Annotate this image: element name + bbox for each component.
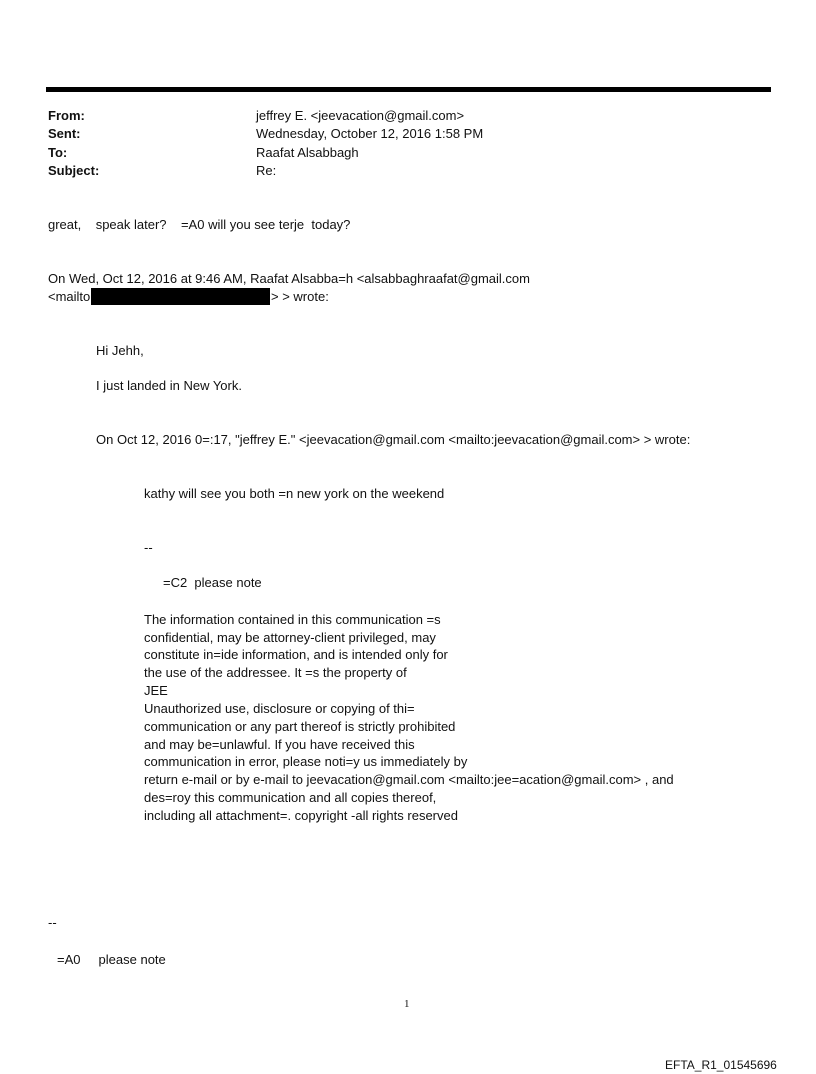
- disclaimer-line: return e-mail or by e-mail to jeevacation@gmail.com <mailto:jee=acation@gmail.com> , and: [144, 772, 674, 787]
- disclaimer-line: Unauthorized use, disclosure or copying of thi=: [144, 701, 415, 716]
- sent-label: Sent:: [48, 126, 81, 141]
- disclaimer-line: constitute in=ide information, and is intended only for: [144, 647, 448, 662]
- outer-signature-dash: --: [48, 915, 57, 930]
- disclaimer-line: the use of the addressee. It =s the property of: [144, 665, 407, 680]
- signature-dash: --: [144, 540, 153, 555]
- page-number: 1: [404, 998, 410, 1010]
- landed-text: I just landed in New York.: [96, 378, 242, 393]
- redaction-box: [91, 288, 270, 305]
- header-rule: [46, 87, 771, 92]
- quote1-attribution: On Wed, Oct 12, 2016 at 9:46 AM, Raafat Alsabba=h <alsabbaghraafat@gmail.com: [48, 271, 530, 286]
- disclaimer-line: confidential, may be attorney-client privileged, may: [144, 630, 436, 645]
- quote2-attribution: On Oct 12, 2016 0=:17, "jeffrey E." <jeevacation@gmail.com <mailto:jeevacation@gmail.com> > wrote:: [96, 432, 691, 447]
- quote1-mailto-suffix: > > wrote:: [271, 289, 329, 304]
- disclaimer-line: JEE: [144, 683, 168, 698]
- subject-value: Re:: [256, 163, 277, 178]
- to-label: To:: [48, 145, 68, 160]
- sent-value: Wednesday, October 12, 2016 1:58 PM: [256, 126, 484, 141]
- reply-text: great, speak later? =A0 will you see terje today?: [48, 217, 351, 232]
- from-value: jeffrey E. <jeevacation@gmail.com>: [256, 108, 465, 123]
- disclaimer-line: communication in error, please noti=y us immediately by: [144, 754, 468, 769]
- from-label: From:: [48, 108, 85, 123]
- subject-label: Subject:: [48, 163, 100, 178]
- greeting: Hi Jehh,: [96, 343, 144, 358]
- signature-note: =C2 please note: [163, 575, 262, 590]
- disclaimer-line: including all attachment=. copyright -all rights reserved: [144, 808, 458, 823]
- disclaimer-line: communication or any part thereof is strictly prohibited: [144, 719, 456, 734]
- kathy-text: kathy will see you both =n new york on the weekend: [144, 486, 445, 501]
- disclaimer-line: des=roy this communication and all copies thereof,: [144, 790, 437, 805]
- disclaimer-line: and may be=unlawful. If you have received this: [144, 737, 415, 752]
- to-value: Raafat Alsabbagh: [256, 145, 359, 160]
- document-id: EFTA_R1_01545696: [665, 1058, 777, 1072]
- quote1-mailto-prefix: <mailto: [48, 289, 91, 304]
- outer-signature-note: =A0 please note: [57, 952, 166, 967]
- disclaimer-line: The information contained in this communication =s: [144, 612, 441, 627]
